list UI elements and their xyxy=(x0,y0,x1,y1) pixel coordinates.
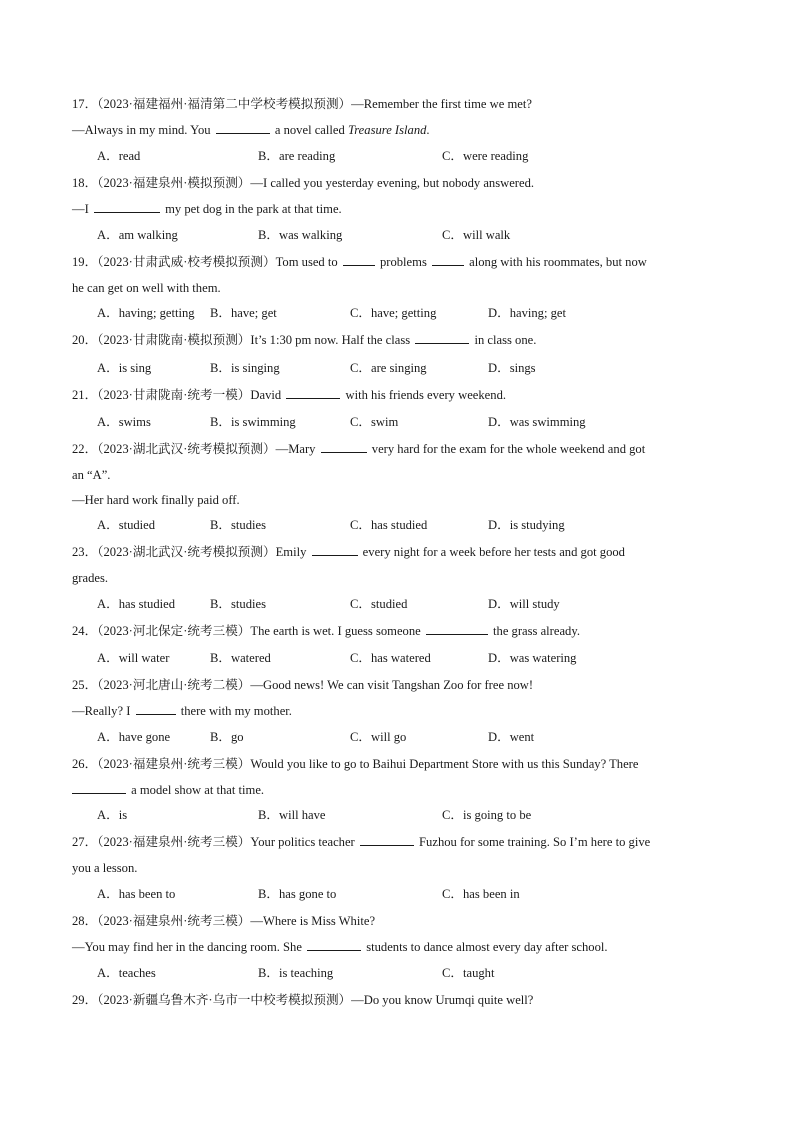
answer-blank[interactable] xyxy=(360,834,414,846)
option-c[interactable]: C．taught xyxy=(442,966,495,980)
question-26-line2: a model show at that time. xyxy=(72,782,264,798)
option-a[interactable]: A．teaches xyxy=(97,966,156,980)
option-a[interactable]: A．is xyxy=(97,808,128,822)
option-b[interactable]: B．is swimming xyxy=(210,415,296,429)
option-c[interactable]: C．swim xyxy=(350,415,399,429)
question-20: 20．（2023·甘肃陇南·模拟预测）It’s 1:30 pm now. Half the class in class one. xyxy=(72,333,537,347)
question-19-line2: he can get on well with them. xyxy=(72,281,221,295)
option-c[interactable]: C．will walk xyxy=(442,228,511,242)
option-b[interactable]: B．is teaching xyxy=(258,966,334,980)
answer-blank[interactable] xyxy=(415,332,469,344)
option-c[interactable]: C．were reading xyxy=(442,149,529,163)
option-a[interactable]: A．is sing xyxy=(97,361,152,375)
option-a[interactable]: A．studied xyxy=(97,518,156,532)
answer-blank[interactable] xyxy=(312,544,358,556)
option-b[interactable]: B．watered xyxy=(210,651,271,665)
option-a[interactable]: A．has been to xyxy=(97,887,176,901)
option-a[interactable]: A．having; getting xyxy=(97,306,195,320)
option-a[interactable]: A．will water xyxy=(97,651,170,665)
option-d[interactable]: D．went xyxy=(488,730,535,744)
option-c[interactable]: C．will go xyxy=(350,730,407,744)
answer-blank[interactable] xyxy=(426,623,488,635)
option-d[interactable]: D．sings xyxy=(488,361,536,375)
option-b[interactable]: B．studies xyxy=(210,518,266,532)
option-c[interactable]: C．has studied xyxy=(350,518,428,532)
question-23: 23．（2023·湖北武汉·统考模拟预测）Emily every night for a week before her tests and got good xyxy=(72,545,625,559)
answer-blank[interactable] xyxy=(321,441,367,453)
answer-blank[interactable] xyxy=(343,254,375,266)
question-18: 18．（2023·福建泉州·模拟预测）—I called you yesterday evening, but nobody answered. xyxy=(72,176,535,190)
option-a[interactable]: A．read xyxy=(97,149,141,163)
option-d[interactable]: D．having; get xyxy=(488,306,566,320)
option-b[interactable]: B．studies xyxy=(210,597,266,611)
answer-blank[interactable] xyxy=(286,387,340,399)
question-27-line2: you a lesson. xyxy=(72,861,138,875)
answer-blank[interactable] xyxy=(307,939,361,951)
question-24: 24．（2023·河北保定·统考三模）The earth is wet. I guess someone the grass already. xyxy=(72,624,580,638)
option-d[interactable]: D．is studying xyxy=(488,518,565,532)
option-a[interactable]: A．swims xyxy=(97,415,151,429)
answer-blank[interactable] xyxy=(216,122,270,134)
question-19: 19．（2023·甘肃武威·校考模拟预测）Tom used to problems along with his roommates, but now xyxy=(72,255,647,269)
answer-blank[interactable] xyxy=(72,782,126,794)
option-b[interactable]: B．go xyxy=(210,730,244,744)
question-22-line2: an “A”. xyxy=(72,468,111,482)
option-d[interactable]: D．was watering xyxy=(488,651,577,665)
question-21: 21．（2023·甘肃陇南·统考一模）David with his friends every weekend. xyxy=(72,388,507,402)
option-d[interactable]: D．will study xyxy=(488,597,560,611)
answer-blank[interactable] xyxy=(136,703,176,715)
option-a[interactable]: A．am walking xyxy=(97,228,178,242)
question-23-line2: grades. xyxy=(72,571,109,585)
option-d[interactable]: D．was swimming xyxy=(488,415,586,429)
option-b[interactable]: B．was walking xyxy=(258,228,343,242)
option-b[interactable]: B．have; get xyxy=(210,306,277,320)
question-18-line2: —I my pet dog in the park at that time. xyxy=(72,202,342,216)
question-17: 17．（2023·福建福州·福清第二中学校考模拟预测）—Remember the first time we met? xyxy=(72,97,532,111)
question-28-line2: —You may find her in the dancing room. She students to dance almost every day after school. xyxy=(72,940,608,954)
answer-blank[interactable] xyxy=(432,254,464,266)
question-25: 25．（2023·河北唐山·统考二模）—Good news! We can visit Tangshan Zoo for free now! xyxy=(72,678,534,692)
question-17-line2: —Always in my mind. You a novel called Treasure Island. xyxy=(72,123,430,137)
option-c[interactable]: C．is going to be xyxy=(442,808,532,822)
option-b[interactable]: B．has gone to xyxy=(258,887,337,901)
option-a[interactable]: A．have gone xyxy=(97,730,171,744)
question-28: 28．（2023·福建泉州·统考三模）—Where is Miss White? xyxy=(72,914,376,928)
question-27: 27．（2023·福建泉州·统考三模）Your politics teacher Fuzhou for some training. So I’m here to give xyxy=(72,835,651,849)
option-b[interactable]: B．will have xyxy=(258,808,326,822)
option-c[interactable]: C．has been in xyxy=(442,887,520,901)
option-b[interactable]: B．is singing xyxy=(210,361,280,375)
question-22-line3: —Her hard work finally paid off. xyxy=(72,493,240,507)
question-25-line2: —Really? I there with my mother. xyxy=(72,704,292,718)
question-29: 29．（2023·新疆乌鲁木齐·乌市一中校考模拟预测）—Do you know Urumqi quite well? xyxy=(72,993,534,1007)
option-b[interactable]: B．are reading xyxy=(258,149,336,163)
option-c[interactable]: C．studied xyxy=(350,597,408,611)
option-c[interactable]: C．has watered xyxy=(350,651,431,665)
option-c[interactable]: C．are singing xyxy=(350,361,427,375)
option-c[interactable]: C．have; getting xyxy=(350,306,437,320)
option-a[interactable]: A．has studied xyxy=(97,597,176,611)
question-22: 22．（2023·湖北武汉·统考模拟预测）—Mary very hard for the exam for the whole weekend and got xyxy=(72,442,646,456)
question-26: 26．（2023·福建泉州·统考三模）Would you like to go to Baihui Department Store with us this Sunday? There xyxy=(72,757,639,771)
answer-blank[interactable] xyxy=(94,201,160,213)
